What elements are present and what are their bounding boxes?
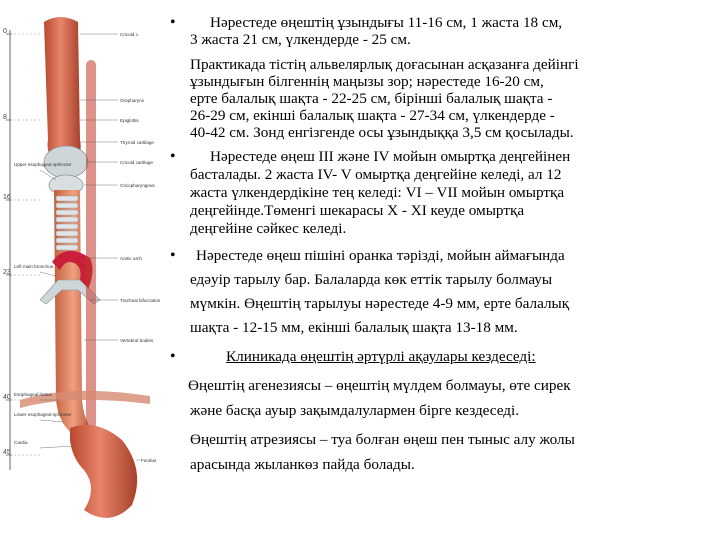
figure-label: Cricoid cartilage (120, 160, 153, 165)
figure-label: Fundus (141, 458, 157, 463)
text-line: Өңештің агенезиясы – өңештің мүлдем болмауы, өте сирек (188, 377, 571, 394)
text-line: деңгейінде.Төменгі шекарасы X - XI кеуде омыртқа (190, 202, 525, 219)
scale-ticks (6, 34, 12, 455)
pharynx-shape (44, 17, 81, 160)
text-line: Нәрестеде өңеш III және IV мойын омыртқа деңгейінен (210, 148, 571, 165)
scale-tick-45: 45 (3, 449, 11, 456)
figure-label: Epiglottis (120, 118, 139, 123)
figure-label: Aortic arch (120, 256, 142, 261)
scale-tick-0: 0 (3, 28, 7, 35)
text-line: Өңештің атрезиясы – туа болған өңеш пен тыныс алу жолы (190, 431, 575, 448)
figure-label: Upper esophageal sphincter (14, 162, 72, 167)
bullet-dot: • (170, 348, 176, 365)
scale-tick-23: 23 (3, 269, 11, 276)
figure-label: Left main bronchus (14, 264, 54, 269)
text-line: деңгейіне сәйкес келеді. (190, 220, 347, 237)
figure-label: Thyroid cartilage (120, 140, 154, 145)
bullet-dot: • (170, 247, 176, 264)
text-line: және басқа ауыр зақымдалулармен бірге кездеседі. (190, 402, 519, 419)
bullet-1 (160, 14, 712, 141)
text-line: 40-42 см. Зонд енгізгенде осы ұзындыққа 3,5 см қосылады. (190, 124, 574, 141)
figure-label: Cardia (14, 440, 28, 445)
text-line: Практикада тістің альвелярлық доғасынан асқазанға дейінгі (190, 56, 579, 73)
text-line: 3 жаста 21 см, үлкендерде - 25 см. (190, 31, 411, 48)
scale-tick-8: 8 (3, 114, 7, 121)
slide-text (160, 14, 712, 477)
text-line: басталады. 2 жаста IV- V омыртқа деңгейіне келеді, ал 12 (190, 166, 562, 183)
stomach-shape (70, 425, 137, 518)
figure-label: Cricopharyngeus (120, 183, 155, 188)
bullet-3 (160, 244, 712, 340)
text-line: арасында жыланкөз пайда болады. (190, 456, 415, 473)
scale-tick-16: 16 (3, 194, 11, 201)
figure-label: Tracheal bifurcation (120, 298, 161, 303)
figure-label: Vertebral bodies (120, 338, 154, 343)
bullet-dot: • (170, 148, 176, 165)
text-line: едәуір тарылу бар. Балаларда көк еттік тарылу болмауы (190, 271, 553, 288)
text-line: Нәрестеде өңештің ұзындығы 11-16 см, 1 жаста 18 см, (210, 14, 563, 31)
text-line: ерте балалық шақта - 22-25 см, бірінші балалық шақта - (190, 90, 553, 107)
text-line: мүмкін. Өңештің тарылуы нәрестеде 4-9 мм, ерте балалық (190, 295, 570, 312)
text-line: 26-29 см, екінші балалық шақта - 27-34 см, үлкендерде - (190, 107, 555, 124)
bullet-4-heading: Клиникада өңештің әртүрлі ақаулары кездеседі: (226, 348, 536, 365)
text-line: шақта - 12-15 мм, екінші балалық шақта 13-18 мм. (190, 319, 518, 336)
scale-tick-40: 40 (3, 394, 11, 401)
text-line: жаста үлкендердікіне тең келеді: VI – VII мойын омыртқа (190, 184, 565, 201)
esophagus-anatomy-figure (0, 0, 165, 540)
text-line: Нәрестеде өңеш пішіні оранка тәрізді, мойын аймағында (196, 247, 565, 264)
figure-label: Oropharynx (120, 98, 145, 103)
figure-label: Cricoid c. (120, 32, 140, 37)
bullet-2 (160, 148, 712, 238)
bullet-dot: • (170, 14, 176, 31)
figure-label: Lower esophageal sphincter (14, 412, 72, 417)
bullet-4 (160, 344, 712, 477)
figure-label: Esophageal hiatus (14, 392, 52, 397)
text-line: ұзындығын білгеннің маңызы зор; нәрестеде 16-20 см, (190, 73, 544, 90)
